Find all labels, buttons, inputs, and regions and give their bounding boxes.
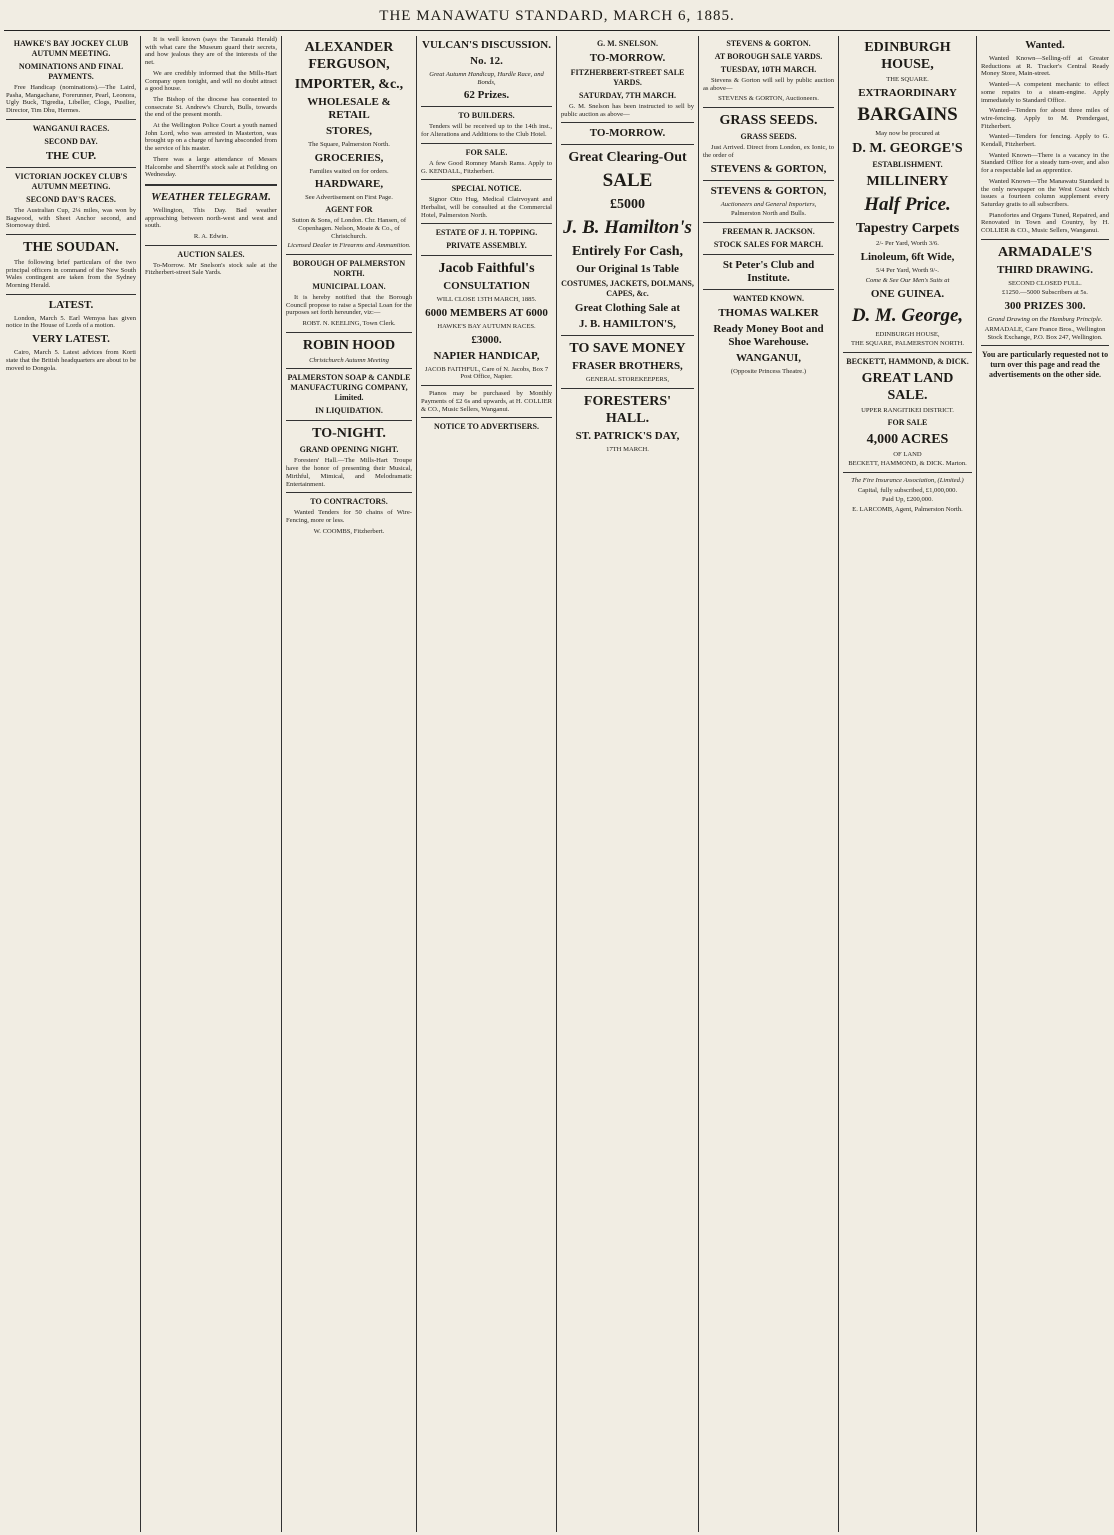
ad-text: Wanted—Tenders for fencing. Apply to G. Kendall, Fitzherbert. — [981, 133, 1109, 149]
ad-heading: STEVENS & GORTON. — [726, 39, 811, 48]
ad-text: Wanted—Tenders for about three miles of wire-fencing. Apply to M. Prendergast, Fitzherbert. — [981, 107, 1109, 130]
ad-text: Pianos may be purchased by Monthly Payments of £2 6s and upwards, at H. COLLIER & CO., Music Sellers, Wanganui. — [421, 390, 552, 413]
ad-line: See Advertisement on First Page. — [305, 194, 393, 202]
divider — [6, 119, 136, 120]
ad-heading: FORESTERS' HALL. — [583, 394, 672, 427]
ad-line: UPPER RANGITIKEI DISTRICT. — [861, 406, 954, 414]
masthead-rule — [4, 30, 1110, 31]
ad-heading: FREEMAN R. JACKSON. — [722, 226, 815, 236]
divider — [703, 107, 834, 108]
ad-heading: STORES, — [326, 125, 372, 137]
ad-line: (Opposite Princess Theatre.) — [730, 367, 807, 375]
signature: BECKETT, HAMMOND, & DICK. Marton. — [848, 460, 967, 468]
ad-line: 17TH MARCH. — [606, 446, 649, 454]
ad-heading: HARDWARE, — [314, 178, 384, 191]
ad-heading: BECKETT, HAMMOND, & DICK. — [846, 356, 969, 366]
ad-heading: AT BOROUGH SALE YARDS. — [714, 52, 823, 61]
ad-heading: GROCERIES, — [314, 151, 384, 164]
heading: WANGANUI RACES. — [32, 123, 110, 133]
divider — [286, 254, 412, 255]
ad-heading: MUNICIPAL LOAN. — [312, 281, 386, 291]
ad-heading: Ready Money Boot and Shoe Warehouse. — [713, 322, 824, 348]
column-1 — [6, 36, 136, 1532]
column-3 — [286, 36, 412, 1532]
notice: You are particularly requested not to turn over this page and read the advertisements on the other side. — [981, 350, 1109, 380]
ad-heading: BARGAINS — [857, 103, 958, 125]
ad-line: Families waited on for orders. — [309, 167, 389, 175]
ad-line: Christchurch Autumn Meeting — [309, 356, 389, 364]
ad-heading: FRASER BROTHERS, — [572, 360, 683, 373]
ad-heading: TO SAVE MONEY — [569, 341, 686, 357]
heading: WEATHER TELEGRAM. — [151, 190, 271, 203]
column-rule — [281, 36, 282, 1532]
ad-heading: PALMERSTON SOAP & CANDLE MANUFACTURING COMPANY, Limited. — [287, 373, 411, 403]
ad-heading: STEVENS & GORTON, — [710, 184, 827, 197]
divider — [6, 294, 136, 295]
divider — [561, 388, 694, 389]
ad-heading: Great Clearing-Out — [568, 150, 687, 166]
ad-text: Pianofortes and Organs Tuned, Repaired, and Renovated in Town and Country, by H. COLLIER & CO., Music Sellers, Wanganui. — [981, 211, 1109, 235]
divider — [145, 245, 277, 246]
article-text: Free Handicap (nominations).—The Laird, Pasha, Mangachane, Forerunner, Pearl, Leonora, Ugly Buck, Tigredia, Libeller, Clogs, Pusilier, Director, Tim Dhu, Hermes. — [6, 84, 136, 115]
ad-heading: ONE GUINEA. — [870, 287, 945, 300]
ad-line: Capital, fully subscribed, £1,000,000. — [857, 486, 958, 494]
column-7 — [843, 36, 972, 1532]
ad-line: Palmerston North and Bulls. — [730, 210, 807, 218]
divider — [981, 239, 1109, 240]
ad-heading: St Peter's Club and Institute. — [722, 258, 815, 284]
ad-line: 2/- Per Yard, Worth 3/6. — [876, 240, 939, 248]
divider — [6, 167, 136, 168]
divider — [286, 420, 412, 421]
divider — [421, 179, 552, 180]
ad-text: Stevens & Gorton will sell by public auction as above— — [703, 77, 834, 92]
ad-line: Come & See Our Men's Suits at — [865, 276, 950, 284]
ad-heading: TO-NIGHT. — [312, 426, 386, 442]
article-text: The Australian Cup, 2¼ miles, was won by Bagwood, with Sheet Anchor second, and Stornoway third. — [6, 206, 136, 230]
column-5 — [561, 36, 694, 1532]
column-rule — [838, 36, 839, 1532]
ad-line: WILL CLOSE 13TH MARCH, 1885. — [436, 296, 537, 304]
signature: W. COOMBS, Fitzherbert. — [313, 527, 385, 535]
divider — [286, 368, 412, 369]
ad-text: Wanted Known—The Manawatu Standard is the only newspaper on the West Coast which issues a fourteen column supplement every Saturday gratis to all subscribers. — [981, 177, 1109, 208]
divider — [703, 289, 834, 290]
ad-heading: J. B. HAMILTON'S, — [579, 318, 676, 331]
ad-line: Licensed Dealer in Firearms and Ammunition. — [287, 242, 411, 250]
column-rule — [556, 36, 557, 1532]
ad-text: Foresters' Hall.—The Mills-Hart Troupe have the honor of presenting their Musical, Mirthful, Mimical, and Melodramatic Entertainment. — [286, 457, 412, 488]
ad-heading: ESTATE OF J. H. TOPPING. — [435, 228, 538, 238]
ad-heading: £3000. — [471, 333, 502, 346]
ad-heading: Half Price. — [864, 194, 951, 216]
article-text: Wellington, This Day. Bad weather approaching between north-west and west and south. — [145, 206, 277, 230]
article-text: Cairo, March 5. Latest advices from Korti state that the British headquarters are about to be moved to Dongola. — [6, 349, 136, 372]
ad-heading: ESTABLISHMENT. — [872, 160, 943, 170]
column-rule — [976, 36, 977, 1532]
divider — [6, 234, 136, 235]
ad-heading: SPECIAL NOTICE. — [451, 184, 522, 194]
ad-text: Wanted Tenders for 50 chains of Wire-Fencing, more or less. — [286, 509, 412, 524]
ad-line: £1250.—5000 Subscribers at 5s. — [1002, 289, 1088, 297]
signature: ARMADALE, Care France Bros., Wellington Stock Exchange, P.O. Box 247, Wellington. — [984, 325, 1106, 341]
ad-line: THE SQUARE. — [886, 76, 929, 83]
heading: Wanted. — [1025, 39, 1065, 51]
ad-heading: Jacob Faithful's — [438, 261, 535, 277]
divider — [421, 143, 552, 144]
ad-line: The Fire Insurance Association, (Limited.) — [851, 477, 964, 485]
column-rule — [140, 36, 141, 1532]
ad-heading: J. B. Hamilton's — [563, 217, 692, 239]
article-text: It is well known (says the Taranaki Herald) with what care the Museum guard their secrets, and how jealous they are of the interests of the net. — [145, 36, 277, 67]
ad-heading: FITZHERBERT-STREET SALE YARDS. — [570, 68, 685, 87]
ad-heading: TO BUILDERS. — [458, 111, 515, 121]
article-text: The Bishop of the diocese has consented to consecrate St. Andrew's Church, Bulls, towards the end of the present month. — [145, 95, 277, 119]
ad-heading: NOTICE TO ADVERTISERS. — [433, 422, 539, 432]
ad-line: The Square, Palmerston North. — [308, 141, 390, 148]
heading: NOMINATIONS AND FINAL PAYMENTS. — [18, 62, 124, 81]
ad-heading: Tapestry Carpets — [855, 221, 960, 237]
column-rule — [416, 36, 417, 1532]
ad-heading: TO-MORROW. — [589, 52, 666, 64]
article-text: The following brief particulars of the two principal officers in command of the New South Wales contingent are taken from the Sydney Morning Herald. — [6, 258, 136, 290]
divider — [286, 492, 412, 493]
ad-heading: 300 PRIZES 300. — [1004, 300, 1086, 313]
ad-heading: £5000 — [610, 197, 645, 213]
ad-text: A few Good Romney Marsh Rams. Apply to G. KENDALL, Fitzherbert. — [421, 159, 552, 175]
ad-heading: Our Original 1s Table — [576, 263, 679, 276]
divider — [843, 352, 972, 353]
signature: E. LARCOMB, Agent, Palmerston North. — [852, 506, 963, 514]
heading: VERY LATEST. — [32, 333, 110, 346]
ad-line: OF LAND — [893, 450, 922, 458]
ad-heading: THOMAS WALKER — [718, 306, 819, 319]
article-text: London, March 5. Earl Wemyss has given notice in the House of Lords of a motion. — [6, 314, 136, 330]
divider — [561, 144, 694, 145]
divider — [843, 472, 972, 473]
ad-heading: EDINBURGH HOUSE, — [864, 40, 951, 72]
signature: R. A. Edwin. — [193, 233, 229, 241]
ad-heading: TO-MORROW. — [589, 127, 666, 140]
heading: AUCTION SALES. — [177, 249, 245, 259]
divider — [561, 122, 694, 123]
divider — [286, 332, 412, 333]
ad-heading: SATURDAY, 7TH MARCH. — [578, 91, 677, 100]
ad-line: GENERAL STOREKEEPERS, — [585, 376, 670, 384]
article-text: We are credibly informed that the Mills-Hart Company open tonight, and will no doubt attract a good house. — [145, 69, 277, 93]
heading: LATEST. — [48, 298, 94, 311]
ad-text: Wanted Known—There is a vacancy in the Standard Office for a steady turn-over, and also for a respectable lad as apprentice. — [981, 151, 1109, 175]
signature: ROBT. N. KEELING, Town Clerk. — [302, 320, 396, 328]
ad-heading: VULCAN'S DISCUSSION. — [422, 39, 551, 51]
heading: VICTORIAN JOCKEY CLUB'S AUTUMN MEETING. — [14, 171, 128, 191]
column-rule — [698, 36, 699, 1532]
ad-heading: BOROUGH OF PALMERSTON NORTH. — [292, 258, 406, 278]
signature: JACOB FAITHFUL, Care of N. Jacobs, Box 7 Post Office, Napier. — [424, 365, 549, 381]
heading: SECOND DAY'S RACES. — [26, 194, 116, 204]
ad-heading: COSTUMES, JACKETS, DOLMANS, CAPES, &c. — [561, 279, 694, 299]
ad-heading: D. M. George, — [851, 304, 964, 326]
divider — [703, 254, 834, 255]
divider — [561, 335, 694, 336]
article-text: At the Wellington Police Court a youth named John Lord, who was arrested in Masterton, was brought up on a charge of having absconded from the service of his master. — [145, 122, 277, 153]
divider — [981, 345, 1109, 346]
ad-text: Signor Otto Hug, Medical Clairvoyant and Herbalist, will be consulted at the Commercial Hotel, Palmerston North. — [421, 196, 552, 219]
heading: THE SOUDAN. — [23, 239, 119, 255]
ad-heading: ROBIN HOOD — [302, 337, 396, 353]
ad-heading: GRASS SEEDS. — [740, 132, 797, 142]
ad-heading: No. 12. — [470, 55, 503, 67]
ad-heading: FOR SALE — [887, 417, 928, 427]
ad-heading: MILLINERY — [866, 174, 949, 190]
divider — [421, 255, 552, 256]
ad-line: 5/4 Per Yard, Worth 9/-. — [876, 267, 939, 275]
ad-heading: FOR SALE. — [465, 147, 508, 157]
ad-heading: D. M. GEORGE'S — [852, 141, 963, 157]
ad-text: Tenders will be received up to the 14th inst., for Alterations and Additions to the Club Hotel. — [421, 123, 552, 139]
ad-line: May now be procured at — [875, 129, 940, 137]
article-text: There was a large attendance of Messrs Halcombe and Sherriff's stock sale at Feilding on Wednesday. — [145, 155, 277, 179]
divider — [703, 180, 834, 181]
ad-text: It is hereby notified that the Borough Council propose to raise a Special Loan for the purposes set forth hereunder, viz:— — [286, 293, 412, 317]
ad-heading: GRAND OPENING NIGHT. — [299, 445, 399, 455]
ad-heading: Entirely For Cash, — [571, 244, 684, 260]
divider — [421, 417, 552, 418]
ad-heading: AGENT FOR — [325, 205, 373, 215]
ad-text: Wanted—A competent mechanic to effect some repairs to a steam-engine. Apply immediately to Standard Office. — [981, 81, 1109, 104]
ad-heading: PRIVATE ASSEMBLY. — [446, 241, 527, 251]
ad-heading: IMPORTER, &c., — [294, 77, 404, 92]
ad-heading: Great Clothing Sale at — [574, 302, 681, 315]
ad-heading: ALEXANDER FERGUSON, — [304, 40, 394, 72]
ad-heading: SALE — [602, 170, 653, 192]
ad-heading: WHOLESALE & RETAIL — [307, 96, 391, 121]
divider — [421, 106, 552, 107]
ad-heading: TUESDAY, 10TH MARCH. — [720, 65, 817, 74]
ad-heading: CONSULTATION — [443, 280, 530, 293]
ad-heading: 62 Prizes. — [463, 89, 510, 102]
ad-heading: STEVENS & GORTON, — [710, 162, 827, 175]
divider — [421, 223, 552, 224]
heading: HAWKE'S BAY JOCKEY CLUB AUTUMN MEETING. — [13, 39, 129, 58]
ad-line: THE SQUARE, PALMERSTON NORTH. — [851, 340, 964, 348]
masthead: THE MANAWATU STANDARD, MARCH 6, 1885. — [379, 8, 735, 24]
ad-heading: GREAT LAND SALE. — [861, 370, 954, 403]
ad-heading: NAPIER HANDICAP, — [433, 349, 540, 362]
ad-line: EDINBURGH HOUSE, — [875, 330, 940, 338]
ad-heading: G. M. SNELSON. — [596, 39, 659, 48]
ad-heading: EXTRAORDINARY — [858, 86, 957, 99]
ad-heading: 4,000 ACRES — [866, 431, 949, 447]
column-4 — [421, 36, 552, 1532]
ad-line: Sutton & Sons, of London. Chr. Hansen, of Copenhagen. Nelson, Moate & Co., of Christchurch. — [291, 217, 407, 240]
ad-text: Wanted Known—Selling-off at Greater Reductions at R. Tracker's Central Ready Money Store, Main-street. — [981, 55, 1109, 78]
ad-heading: ST. PATRICK'S DAY, — [575, 430, 680, 443]
ad-line: HAWKE'S BAY AUTUMN RACES. — [437, 323, 536, 331]
signature: STEVENS & GORTON, Auctioneers. — [718, 95, 819, 103]
column-2 — [145, 36, 277, 1532]
column-8 — [981, 36, 1109, 1532]
ad-line: SECOND CLOSED FULL. — [1008, 279, 1082, 287]
column-6 — [703, 36, 834, 1532]
ad-heading: GRASS SEEDS. — [719, 113, 818, 129]
ad-heading: ARMADALE'S — [997, 244, 1093, 260]
ad-heading: WANGANUI, — [735, 351, 802, 364]
ad-line: Grand Drawing on the Hamburg Principle. — [987, 316, 1103, 324]
ad-line: Auctioneers and General Importers, — [720, 200, 817, 208]
article-text: To-Morrow. Mr Snelson's stock sale at the Fitzherbert-street Sale Yards. — [145, 261, 277, 277]
ad-line: Paid Up, £200,000. — [881, 496, 934, 504]
heading: THE CUP. — [45, 149, 97, 162]
ad-text: Just Arrived. Direct from London, ex Ionic, to the order of — [703, 144, 834, 159]
divider — [421, 385, 552, 386]
ad-heading: WANTED KNOWN. — [732, 293, 805, 303]
ad-heading: STOCK SALES FOR MARCH. — [713, 239, 824, 249]
divider — [145, 184, 277, 186]
heading: SECOND DAY. — [44, 136, 98, 146]
ad-heading: Linoleum, 6ft Wide, — [860, 251, 955, 264]
ad-heading: TO CONTRACTORS. — [310, 497, 388, 507]
ad-heading: THIRD DRAWING. — [997, 263, 1093, 276]
ad-line: Great Autumn Handicap, Hurdle Race, and Bonds, — [429, 71, 544, 86]
ad-heading: 6000 MEMBERS AT 6000 — [425, 307, 548, 320]
ad-text: G. M. Snelson has been instructed to sell by public auction as above— — [561, 103, 694, 118]
ad-heading: IN LIQUIDATION. — [315, 406, 383, 416]
divider — [703, 222, 834, 223]
